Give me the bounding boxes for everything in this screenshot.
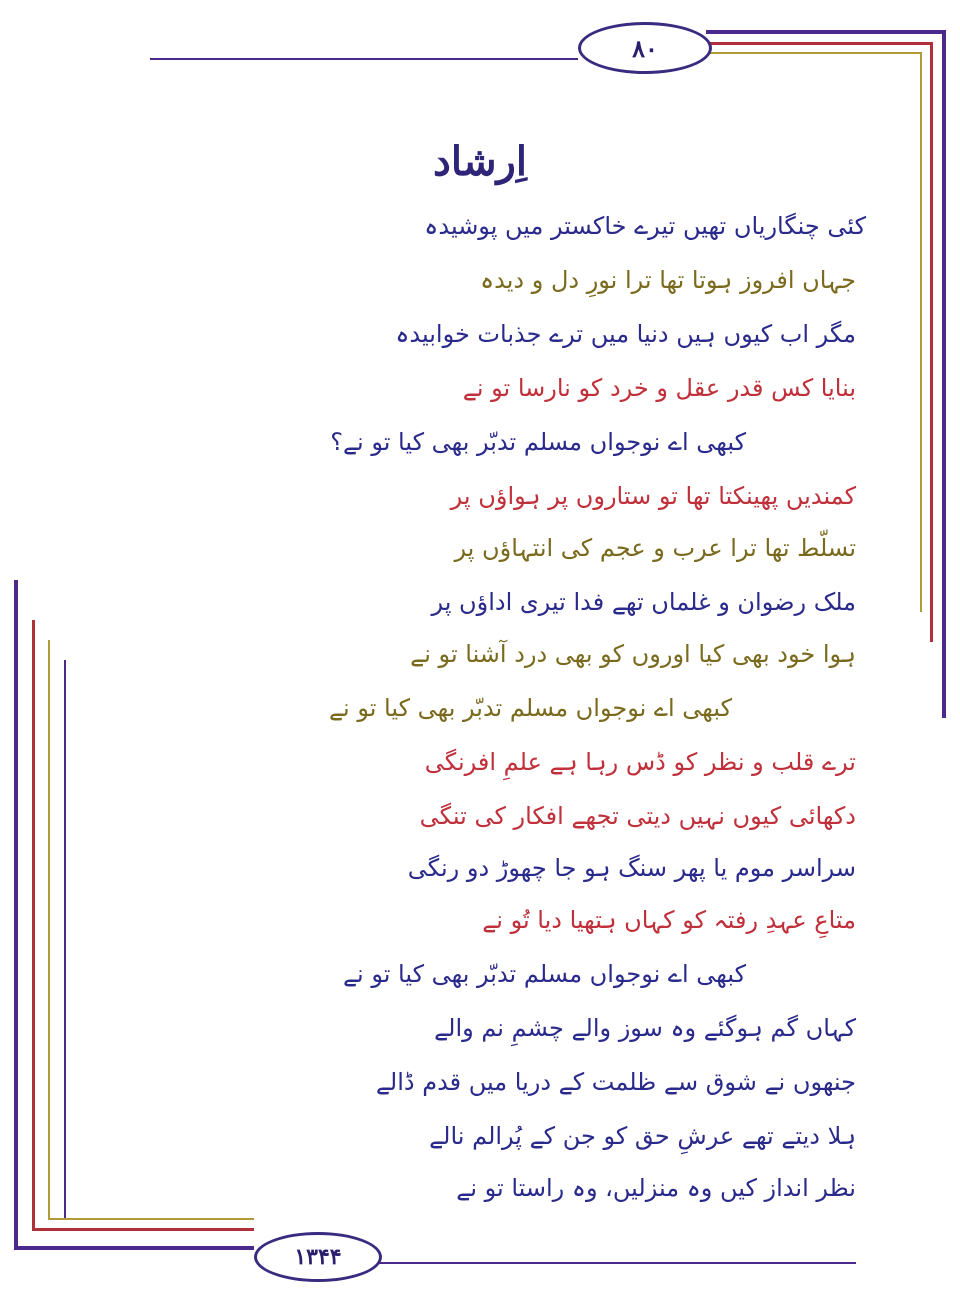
verse-line: کبھی اے نوجواں مسلم تدبّر بھی کیا تو نے — [342, 960, 746, 988]
verse-line: کئی چنگاریاں تھیں تیرے خاکستر میں پوشیدہ — [424, 212, 866, 240]
verse-line: کبھی اے نوجواں مسلم تدبّر بھی کیا تو نے؟ — [330, 428, 746, 456]
page-number-bottom — [254, 1232, 382, 1282]
verse-line: ہوا خود بھی کیا اوروں کو بھی درد آشنا تو نے — [410, 640, 856, 668]
page-title: اِرشاد — [433, 138, 527, 185]
frame-line — [376, 1262, 856, 1264]
frame-line — [920, 52, 922, 612]
verse-line: کمندیں پھینکتا تھا تو ستاروں پر ہواؤں پر — [450, 482, 856, 510]
frame-line — [14, 580, 18, 1248]
page-number-top-text: ۸۰ — [632, 33, 658, 63]
verse-line: مگر اب کیوں ہیں دنیا میں ترے جذبات خوابیدہ — [395, 320, 856, 348]
verse-line: جہاں افروز ہوتا تھا ترا نورِ دل و دیدہ — [480, 266, 856, 294]
verse-line: سراسر موم یا پھر سنگ ہو جا چھوڑ دو رنگی — [407, 854, 856, 882]
frame-line — [942, 30, 946, 718]
page-number-bottom-text: ۱۳۴۴ — [294, 1244, 342, 1270]
verse-line: کبھی اے نوجواں مسلم تدبّر بھی کیا تو نے — [328, 694, 732, 722]
verse-line: متاعِ عہدِ رفتہ کو کہاں ہتھیا دیا تُو نے — [482, 906, 856, 934]
frame-line — [14, 1246, 254, 1250]
verse-line: دکھائی کیوں نہیں دیتی تجھے افکار کی تنگی — [419, 802, 856, 830]
frame-line — [150, 58, 578, 60]
verse-line: ترے قلب و نظر کو ڈس رہا ہے علمِ افرنگی — [424, 748, 856, 776]
frame-line — [64, 660, 66, 1220]
frame-line — [32, 620, 35, 1228]
frame-line — [706, 30, 946, 34]
frame-line — [48, 640, 50, 1220]
frame-line — [32, 1228, 254, 1231]
frame-line — [930, 42, 933, 642]
frame-line — [706, 42, 933, 45]
verse-line: ملک رضوان و غلماں تھے فدا تیری اداؤں پر — [431, 588, 856, 616]
verse-line: کہاں گم ہوگئے وہ سوز والے چشمِ نم والے — [434, 1014, 856, 1042]
frame-line — [706, 52, 922, 54]
verse-line: ہلا دیتے تھے عرشِ حق کو جن کے پُرالم نالے — [429, 1122, 856, 1150]
frame-line — [48, 1218, 254, 1220]
page-number-top — [578, 22, 712, 74]
verse-line: تسلّط تھا ترا عرب و عجم کی انتہاؤں پر — [454, 534, 856, 562]
verse-line: نظر انداز کیں وہ منزلیں، وہ راستا تو نے — [456, 1174, 856, 1202]
verse-line: جنھوں نے شوق سے ظلمت کے دریا میں قدم ڈالے — [375, 1068, 856, 1096]
verse-line: بنایا کس قدر عقل و خرد کو نارسا تو نے — [462, 374, 856, 402]
